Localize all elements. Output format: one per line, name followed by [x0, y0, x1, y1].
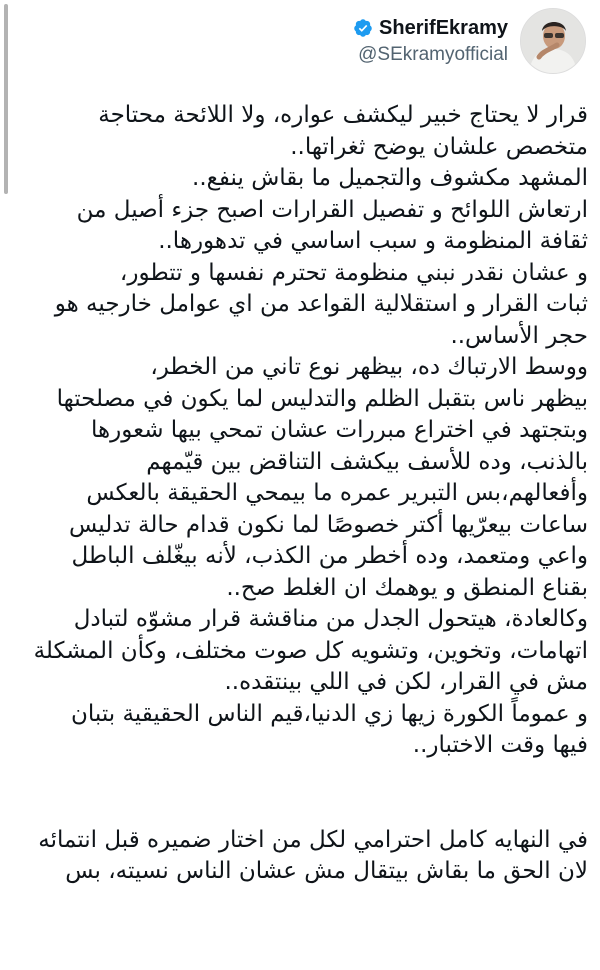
tweet-line: ساعات بيعرّيها أكتر خصوصًا لما نكون قدام حالة تدليس	[68, 511, 588, 538]
tweet-line: ثبات القرار و استقلالية القواعد من اي عوامل خارجيه هو	[54, 291, 588, 317]
tweet-header	[353, 6, 586, 76]
tweet-line: قرار لا يحتاج خبير ليكشف عواره، ولا اللائحة محتاجة	[98, 102, 588, 128]
tweet-line: بقناع المنطق و يوهمك ان الغلط صح..	[226, 574, 588, 601]
tweet-line: وبتجتهد في اختراع مبررات عشان تمحي بيها شعورها	[90, 417, 588, 443]
avatar[interactable]	[520, 8, 586, 74]
paragraph-gap	[6, 762, 588, 825]
display-name-row	[353, 17, 508, 40]
tweet-line: في النهايه كامل احترامي لكل من اختار ضميره قبل انتمائه	[38, 826, 588, 853]
tweet-line: و عموماً الكورة زيها زي الدنيا،قيم الناس الحقيقية بتبان	[70, 700, 588, 727]
tweet-line: فيها وقت الاختبار..	[412, 732, 588, 758]
tweet-line: اتهامات، وتخوين، وتشويه كل صوت مختلف، وكأن المشكلة	[33, 637, 588, 664]
tweet-text	[6, 100, 588, 888]
tweet-line: حجر الأساس..	[450, 322, 588, 349]
tweet-line: المشهد مكشوف والتجميل ما بقاش ينفع..	[192, 165, 588, 191]
user-handle[interactable]: @SEkramyofficial	[358, 43, 508, 65]
tweet-line: متخصص علشان يوضح ثغراتها..	[290, 133, 588, 160]
tweet-line: وكالعادة، هيتحول الجدل من مناقشة قرار مشوّه لتبادل	[73, 606, 588, 632]
tweet-line: ووسط الارتباك ده، بيظهر نوع تاني من الخطر،	[150, 354, 588, 380]
author-names	[353, 17, 508, 66]
tweet-line: مش في القرار، لكن في اللي بينتقده..	[224, 669, 588, 695]
tweet-line: و عشان نقدر نبني منظومة تحترم نفسها و تتطور،	[119, 259, 588, 286]
verified-badge-icon	[353, 18, 373, 38]
tweet-line: وأفعالهم،بس التبرير عمره ما بيمحي الحقيقة بالعكس	[86, 480, 588, 506]
tweet-line: واعي ومتعمد، وده أخطر من الكذب، لأنه بيغّلف الباطل	[71, 543, 588, 569]
tweet-line: ثقافة المنظومة و سبب اساسي في تدهورها..	[158, 228, 588, 254]
tweet-line: بيظهر ناس بتقبل الظلم والتدليس لما يكون في مصلحتها	[56, 385, 588, 412]
tweet-line: بالذنب، وده للأسف بيكشف التناقض بين قيّمهم	[146, 448, 588, 475]
avatar-photo	[521, 9, 585, 73]
display-name[interactable]: SherifEkramy	[379, 16, 508, 39]
tweet-line: ارتعاش اللوائح و تفصيل القرارات اصبح جزء أصيل من	[76, 196, 588, 223]
tweet-line: لان الحق ما بقاش بيتقال مش عشان الناس نسيته، بس	[65, 858, 588, 884]
